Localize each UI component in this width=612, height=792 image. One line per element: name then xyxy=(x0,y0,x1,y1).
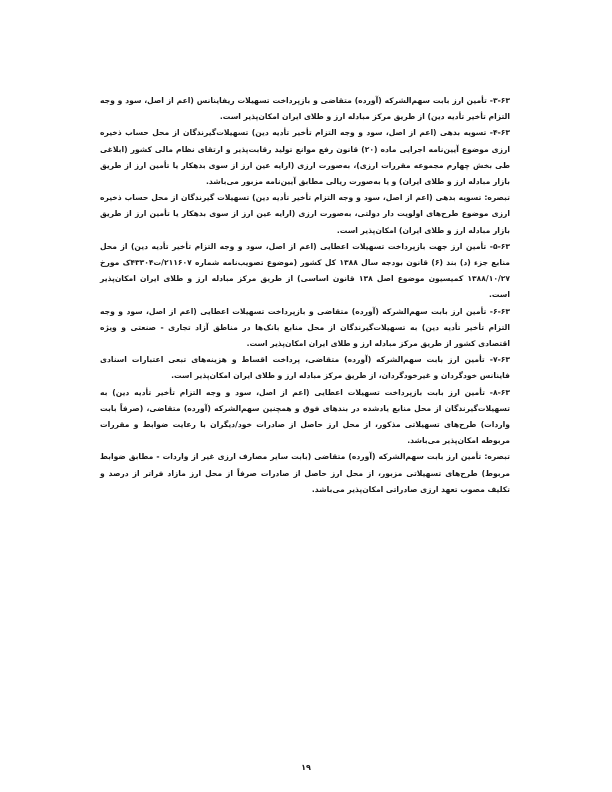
document-body xyxy=(100,93,510,498)
paragraph-63-3: ۳-۶۳- تأمین ارز بابت سهم‌الشرکه (آورده) متقاضی و بازپرداخت تسهیلات ریفاینانس (اعم از اصل، سود و وجه التزام تأخیر تأدیه دین) از طریق مرکز مبادله ارز و طلای ایران امکان‌پذیر است. xyxy=(100,96,510,122)
paragraph-63-5: ۵-۶۳- تأمین ارز جهت بازپرداخت تسهیلات اعطایی (اعم از اصل، سود و وجه التزام تأخیر تأدیه دین) از محل منابع جزء (د) بند (۶) قانون بودجه سال ۱۳۸۸ کل کشور (موضوع تصویب‌نامه شماره ۲۱۱۶۰۷/ت۴۳۳۰۴ک مورخ ۱۳۸۸/۱۰/۲۷ کمیسیون موضوع اصل ۱۳۸ قانون اساسی) از طریق مرکز مبادله ارز و طلای ایران امکان‌پذیر است. xyxy=(100,241,511,300)
paragraph-63-4: ۴-۶۳- تسویه بدهی (اعم از اصل، سود و وجه التزام تأخیر تأدیه دین) تسهیلات‌گیرندگان از محل حساب ذخیره ارزی موضوع آیین‌نامه اجرایی ماده (۲۰) قانون رفع موانع تولید رقابت‌پذیر و ارتقای نظام مالی کشور (ابلاغی طی بخش چهارم مجموعه مقررات ارزی)، به‌صورت ارزی (ارایه عین ارز از سوی بدهکار یا تأمین ارز از طریق بازار مبادله ارز و طلای ایران) و یا به‌صورت ریالی مطابق آیین‌نامه مزبور می‌باشد. xyxy=(100,128,510,187)
page-number: ۱۹ xyxy=(301,763,311,772)
paragraph-63-4-note: تبصره: تسویه بدهی (اعم از اصل، سود و وجه التزام تأخیر تأدیه دین) تسهیلات گیرندگان از محل حساب ذخیره ارزی موضوع طرح‌های اولویت دار دولتی، به‌صورت ارزی (ارایه عین ارز از سوی بدهکار یا تأمین ارز از طریق بازار مبادله ارز و طلای ایران) امکان‌پذیر است. xyxy=(100,193,510,235)
paragraph-63-8: ۸-۶۳- تأمین ارز بابت بازپرداخت تسهیلات اعطایی (اعم از اصل، سود و وجه التزام تأخیر تأدیه دین) به تسهیلات‌گیرندگان از محل منابع یادشده در بندهای فوق و همچنین سهم‌الشرکه (آورده) متقاضی، (صرفاً بابت واردات) طرح‌های تسهیلاتی مذکور، از محل ارز حاصل از صادرات خود/دیگران با رعایت ضوابط و مقررات مربوطه امکان‌پذیر می‌باشد. xyxy=(100,387,510,446)
paragraph-63-7: ۷-۶۳- تأمین ارز بابت سهم‌الشرکه (آورده) متقاضی، پرداخت اقساط و هزینه‌های تبعی اعتبارات اسنادی فاینانس خودگردان و غیرخودگردان، از طریق مرکز مبادله ارز و طلای ایران امکان‌پذیر است. xyxy=(100,355,510,381)
paragraph-63-6: ۶-۶۳- تأمین ارز بابت سهم‌الشرکه (آورده) متقاضی و بازپرداخت تسهیلات اعطایی (اعم از اصل، سود و وجه التزام تأخیر تأدیه دین) به تسهیلات‌گیرندگان از محل منابع بانک‌ها در مناطق آزاد تجاری - صنعتی و ویژه اقتصادی کشور از طریق مرکز مبادله ارز و طلای ایران امکان‌پذیر است. xyxy=(100,306,510,349)
paragraph-63-8-note: تبصره: تأمین ارز بابت سهم‌الشرکه (آورده) متقاضی (بابت سایر مصارف ارزی غیر از واردات - مطابق ضوابط مربوط) طرح‌های تسهیلاتی مزبور، از محل ارز حاصل از صادرات صرفاً از محل ارز مازاد فراتر از درصد و تکلیف مصوب تعهد ارزی صادراتی امکان‌پذیر می‌باشد. xyxy=(100,452,510,494)
